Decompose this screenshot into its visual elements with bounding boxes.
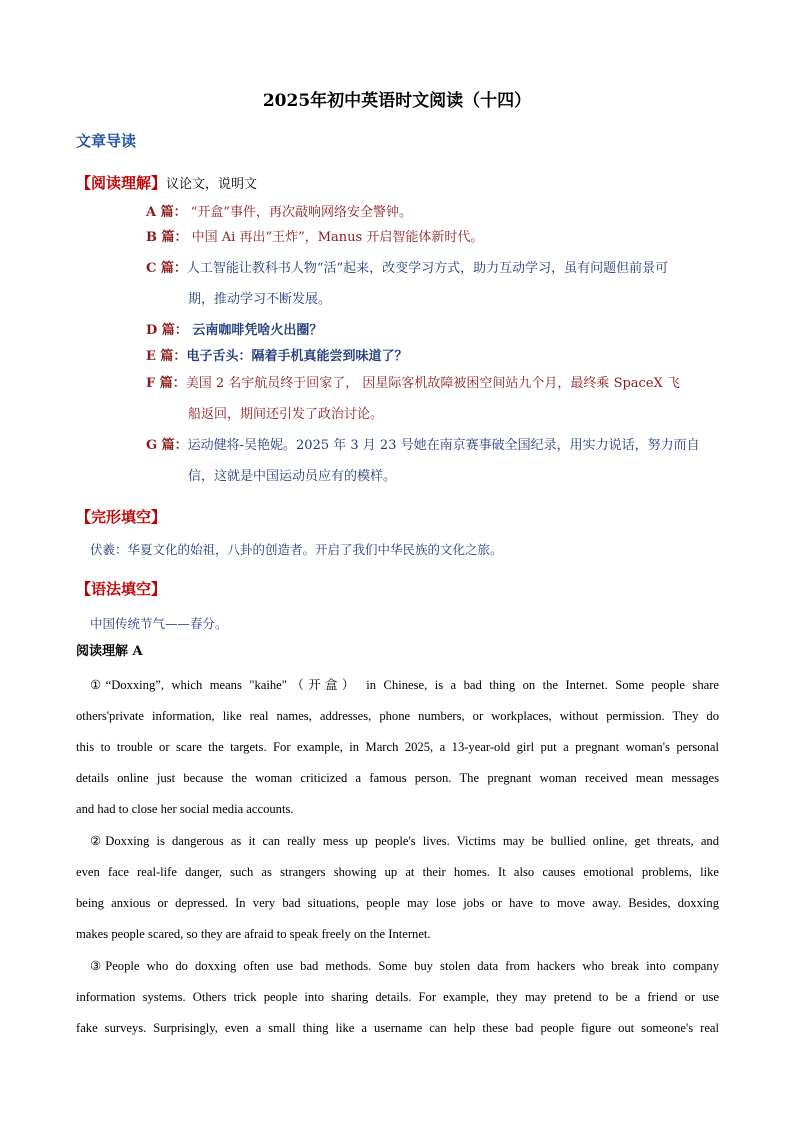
- passage-a-paragraph-2: [76, 826, 719, 950]
- item-label: A 篇：: [146, 205, 187, 220]
- item-text: 运动健将-吴艳妮。2025 年 3 月 23 号她在南京赛事破全国纪录，用实力说话，努力而自: [187, 438, 700, 453]
- summary-item-f: [146, 368, 722, 430]
- text-line: fake surveys. Surprisingly, even a small thing like a username can help these bad people figure out someone's real: [76, 1021, 719, 1035]
- text-line: this to trouble or scare the targets. For example, in March 2025, a 13-year-old girl put a pregnant woman's personal: [76, 740, 719, 754]
- text-line: makes people scared, so they are afraid to speak freely on the Internet.: [76, 927, 431, 941]
- item-text: 云南咖啡凭啥火出圈？: [187, 323, 323, 338]
- item-continuation: 期，推动学习不断发展。: [188, 292, 332, 307]
- text-line: details online just because the woman criticized a famous person. The pregnant woman received mean messages: [76, 771, 719, 785]
- summary-item-c: [146, 253, 722, 315]
- item-label: E 篇：: [146, 349, 187, 364]
- text-line: even face real-life danger, such as strangers showing up at their homes. It also causes emotional problems, like: [76, 865, 719, 879]
- text-line: ②Doxxing is dangerous as it can really mess up people's lives. Victims may be bullied online, get threats, and: [90, 834, 719, 848]
- guide-heading: 文章导读: [76, 132, 137, 150]
- item-label: C 篇：: [146, 261, 187, 276]
- page-title: 2025年初中英语时文阅读（十四）: [262, 91, 532, 111]
- item-text: 美国 2 名宇航员终于回家了， 因星际客机故障被困空间站九个月，最终乘 SpaceX 飞: [185, 376, 680, 391]
- text-line: information systems. Others trick people into sharing details. For example, they may pretend to be a friend or use: [76, 990, 719, 1004]
- passage-a-paragraph-3: [76, 951, 719, 1044]
- grammar-heading: 【语法填空】: [76, 580, 167, 598]
- reading-section-heading: [76, 172, 257, 193]
- item-label: B 篇：: [146, 230, 188, 245]
- reading-label: 【阅读理解】: [76, 174, 167, 192]
- text-line: others'private information, like real names, addresses, phone numbers, or workplaces, without permission. They do: [76, 709, 719, 723]
- item-text: 人工智能让教科书人物“活”起来，改变学习方式，助力互动学习，虽有问题但前景可: [186, 261, 669, 276]
- text-line: being anxious or depressed. In very bad situations, people may lose jobs or have to move away. Besides, doxxing: [76, 896, 719, 910]
- text-line: and had to close her social media accounts.: [76, 802, 294, 816]
- item-continuation: 信，这就是中国运动员应有的模样。: [188, 469, 397, 484]
- text-line: ③People who do doxxing often use bad methods. Some buy stolen data from hackers who break into company: [90, 959, 719, 973]
- item-label: G 篇：: [146, 438, 188, 453]
- cloze-heading: 【完形填空】: [76, 508, 167, 526]
- item-text: “开盒”事件，再次敲响网络安全警钟。: [186, 205, 413, 220]
- passage-a-paragraph-1: [76, 670, 719, 825]
- item-text: 电子舌头：隔着手机真能尝到味道了？: [186, 349, 408, 364]
- passage-a-heading: 阅读理解 A: [76, 644, 143, 659]
- text-line: ①“Doxxing”, which means "kaihe"（开盒） in Chinese, is a bad thing on the Internet. Some people share: [90, 678, 719, 692]
- item-label: D 篇：: [146, 323, 188, 338]
- grammar-summary: 中国传统节气——春分。: [90, 616, 228, 631]
- item-continuation: 船返回，期间还引发了政治讨论。: [188, 407, 384, 422]
- summary-item-b: [146, 222, 722, 253]
- reading-genre: 议论文，说明文: [166, 177, 258, 192]
- summary-item-g: [146, 430, 722, 492]
- item-label: F 篇：: [146, 376, 186, 391]
- cloze-summary: 伏羲：华夏文化的始祖，八卦的创造者。开启了我们中华民族的文化之旅。: [90, 542, 503, 557]
- item-text: 中国 Ai 再出“王炸”，Manus 开启智能体新时代。: [187, 230, 484, 245]
